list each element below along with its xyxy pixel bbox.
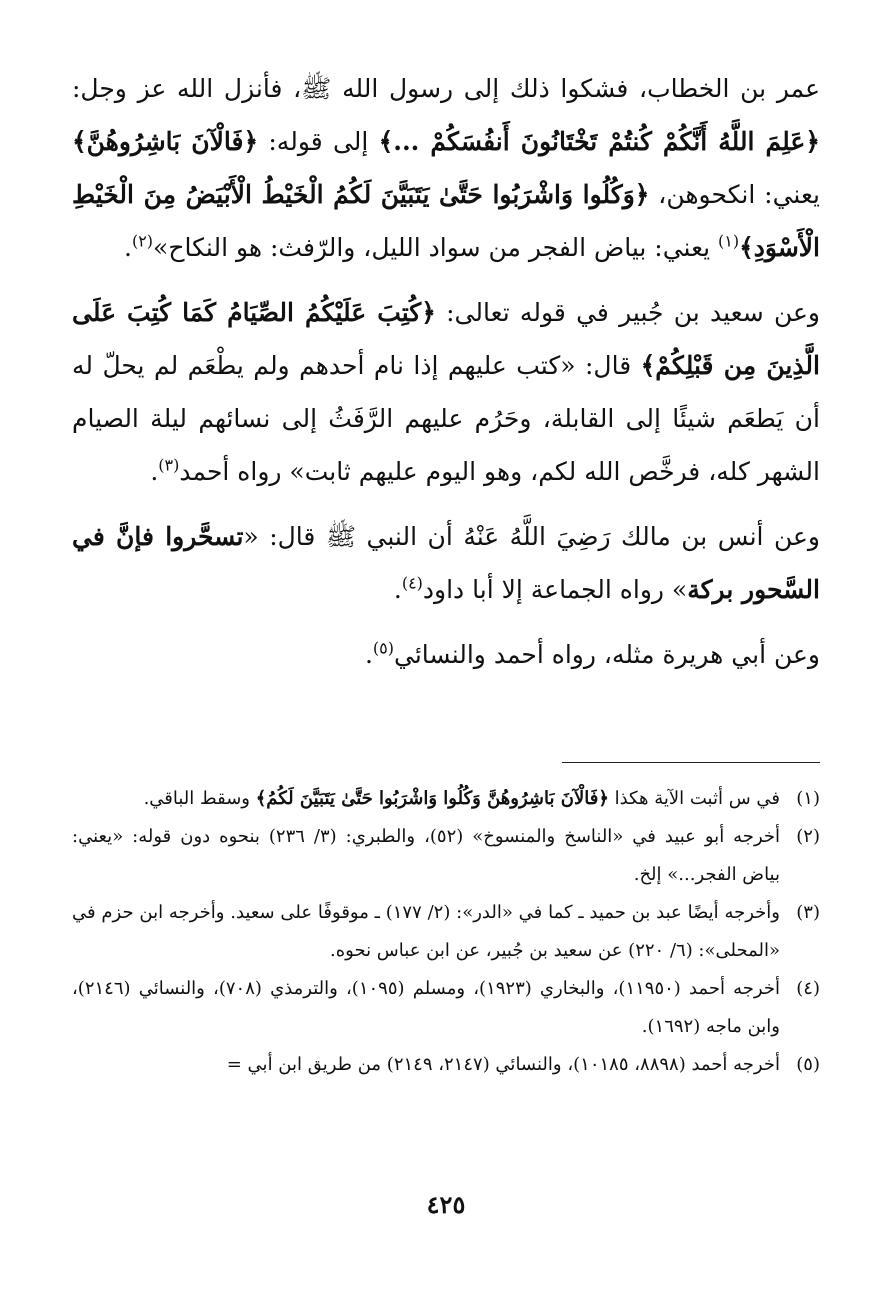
- quran-verse: ﴿فَالْآنَ بَاشِرُوهُنَّ﴾: [72, 127, 259, 156]
- footnote-ref[interactable]: (٢): [131, 231, 154, 251]
- main-text: [72, 62, 820, 693]
- page-number: ٤٢٥: [426, 1190, 466, 1219]
- footnote-ref[interactable]: (٥): [372, 638, 394, 658]
- footnote-number: (٢): [796, 826, 820, 847]
- text-span: .: [393, 575, 402, 604]
- quran-verse: ﴿فَالْآنَ بَاشِرُوهُنَّ وَكُلُوا وَاشْرَبُوا حَتَّىٰ يَتَبَيَّنَ لَكُمُ﴾: [255, 788, 609, 809]
- footnote-ref[interactable]: (٤): [401, 573, 423, 593]
- text-span: عمر بن الخطاب، فشكوا ذلك إلى رسول الله ﷺ، فأنزل الله عز وجل:: [72, 74, 820, 103]
- paragraph-3: [72, 510, 820, 616]
- footnote-ref[interactable]: (١): [718, 231, 740, 251]
- footnote-number: (٣): [796, 902, 820, 923]
- text-span: » رواه الجماعة إلا أبا داود: [422, 575, 688, 604]
- text-span: يعني: بياض الفجر من سواد الليل، والرّفث: هو النكاح»: [153, 233, 719, 262]
- quran-verse: ﴿عَلِمَ اللَّهُ أَنَّكُمْ كُنتُمْ تَخْتَانُونَ أَنفُسَكُمْ ...﴾: [378, 127, 820, 156]
- text-span: وعن أبي هريرة مثله، رواه أحمد والنسائي: [393, 640, 820, 669]
- footnote-separator: [562, 762, 820, 763]
- footnote-5: [72, 1046, 820, 1084]
- text-span: وعن أنس بن مالك رَضِيَ اللَّهُ عَنْهُ أن النبي ﷺ قال: «: [243, 522, 820, 551]
- paragraph-1: [72, 62, 820, 274]
- quran-verse: ﴿وَكُلُوا وَاشْرَبُوا حَتَّىٰ يَتَبَيَّنَ لَكُمُ الْخَيْطُ الْأَبْيَضُ مِنَ الْخَيْطِ الْأَسْوَدِ﴾: [72, 180, 820, 262]
- footnote-text: أخرجه أبو عبيد في «الناسخ والمنسوخ» (٥٢)، والطبري: (٣/ ٢٣٦) بنحوه دون قوله: «يعني: بياض الفجر...» إلخ.: [72, 826, 780, 885]
- text-span: يعني: انكحوهن،: [649, 180, 820, 209]
- text-span: في س أثبت الآية هكذا: [608, 788, 780, 809]
- text-span: .: [124, 233, 132, 262]
- footnote-ref[interactable]: (٣): [158, 455, 180, 475]
- footnote-2: [72, 818, 820, 894]
- footnote-text: أخرجه أحمد (١١٩٥٠)، والبخاري (١٩٢٣)، ومسلم (١٠٩٥)، والترمذي (٧٠٨)، والنسائي (٢١٤٦)، وابن ماجه (١٦٩٢).: [72, 978, 780, 1037]
- text-span: إلى قوله:: [258, 127, 379, 156]
- footnote-text: أخرجه أحمد (٨٨٩٨، ١٠١٨٥)، والنسائي (٢١٤٧، ٢١٤٩) من طريق ابن أبي =: [226, 1054, 780, 1075]
- footnote-3: [72, 894, 820, 970]
- footnote-text: وأخرجه أيضًا عبد بن حميد ـ كما في «الدر»: (٢/ ١٧٧) ـ موقوفًا على سعيد. وأخرجه ابن حزم في «المحلى»: (٦/ ٢٢٠) عن سعيد بن جُبير، عن ابن عباس نحوه.: [72, 902, 780, 961]
- paragraph-2: [72, 286, 820, 498]
- footnote-number: (٤): [796, 978, 820, 999]
- footnote-text: [72, 780, 780, 818]
- footnote-number: (١): [796, 788, 820, 809]
- footnotes: [72, 780, 820, 1084]
- footnote-4: [72, 970, 820, 1046]
- footnote-1: [72, 780, 820, 818]
- text-span: قال: «كتب عليهم إذا نام أحدهم ولم يطْعَم لم يحلّ له أن يَطعَم شيئًا إلى القابلة، وحَرُم عليهم الرَّفَثُ إلى نسائهم ليلة الصيام الشهر كله، فرخَّص الله لكم، وهو اليوم عليهم ثابت» رواه أحمد: [72, 351, 820, 486]
- text-span: وسقط الباقي.: [143, 788, 256, 809]
- hadith-bold: تسحَّروا فإنَّ في السَّحور بركة: [72, 522, 820, 604]
- quran-verse: ﴿كُتِبَ عَلَيْكُمُ الصِّيَامُ كَمَا كُتِبَ عَلَى الَّذِينَ مِن قَبْلِكُمْ﴾: [72, 298, 820, 380]
- text-span: وعن سعيد بن جُبير في قوله تعالى:: [435, 298, 820, 327]
- footnote-number: (٥): [796, 1054, 820, 1075]
- paragraph-4: [72, 628, 820, 681]
- text-span: .: [364, 640, 373, 669]
- text-span: .: [150, 457, 159, 486]
